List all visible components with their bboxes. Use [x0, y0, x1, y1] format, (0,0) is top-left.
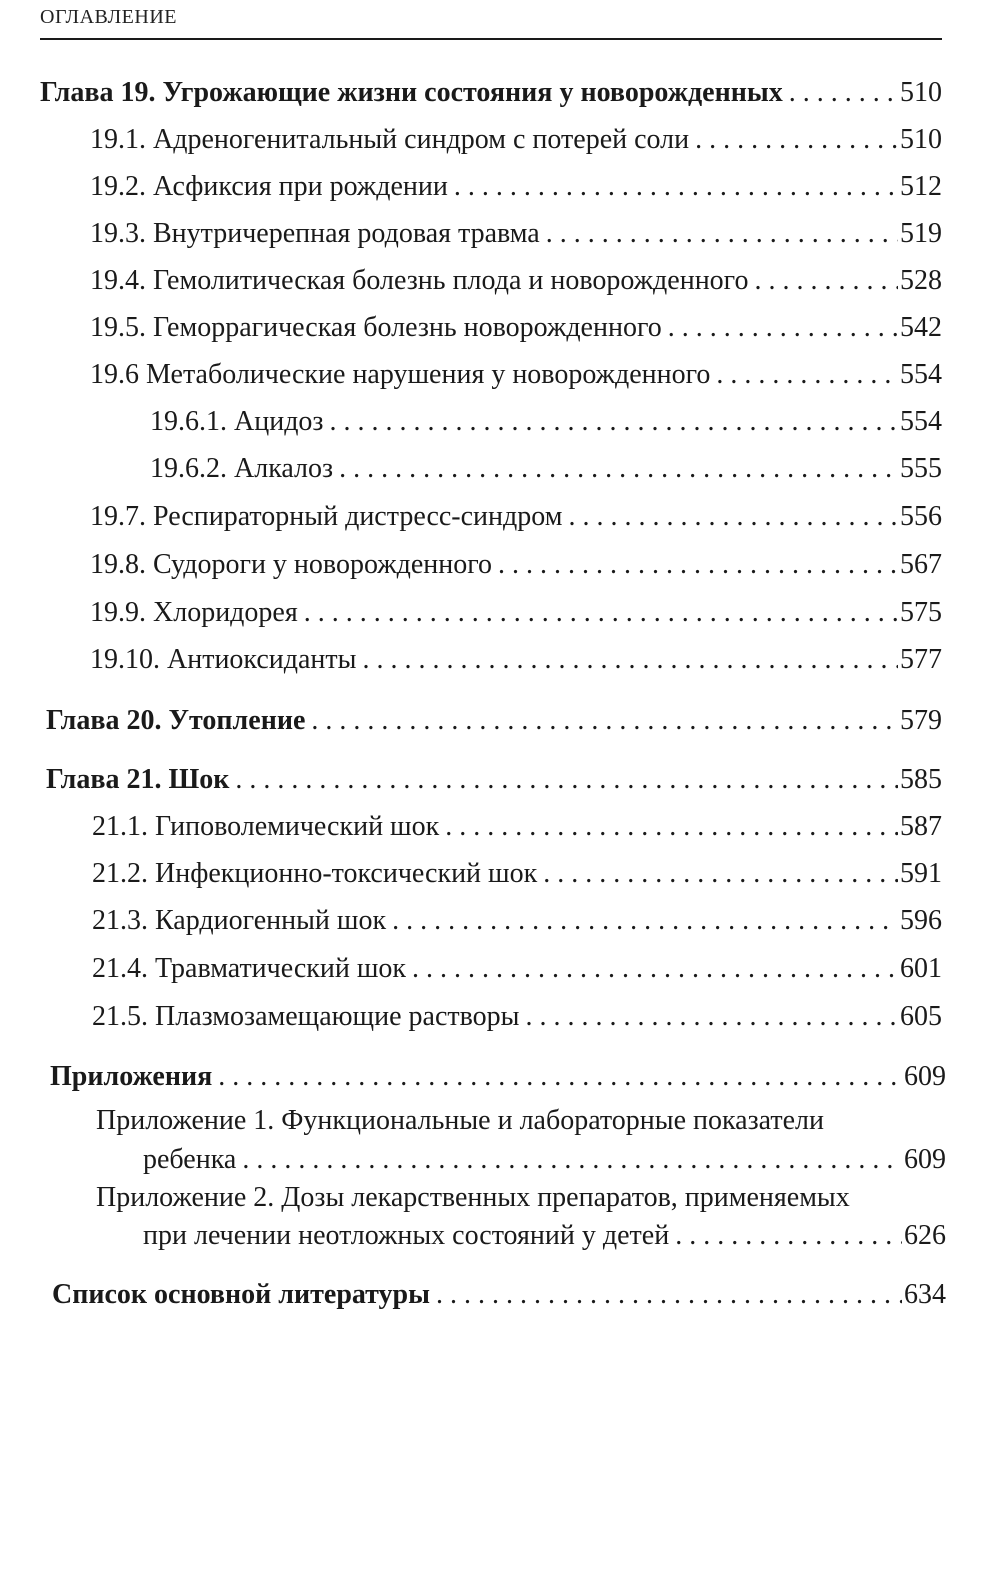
toc-label: Список основной литературы: [52, 1279, 430, 1310]
toc-label: Глава 21. Шок: [46, 764, 230, 795]
toc-section-19-2[interactable]: [90, 170, 942, 204]
toc-appendix-1[interactable]: [143, 1143, 946, 1177]
header-rule: [40, 38, 942, 40]
toc-chapter-19[interactable]: [40, 76, 942, 110]
dot-leader: [546, 217, 898, 251]
toc-page-number: 626: [904, 1220, 946, 1251]
toc-section-19-5[interactable]: [90, 311, 942, 345]
toc-page-number: 556: [900, 501, 942, 532]
toc-label: Глава 20. Утопление: [46, 705, 306, 736]
toc-page-number: 601: [900, 953, 942, 984]
toc-page-number: 609: [904, 1144, 946, 1175]
toc-page-number: 579: [900, 705, 942, 736]
toc-page-number: 634: [904, 1279, 946, 1310]
toc-page-number: 587: [900, 811, 942, 842]
toc-section-21-2[interactable]: [92, 857, 942, 891]
toc-appendices[interactable]: [50, 1060, 946, 1094]
dot-leader: [436, 1278, 902, 1312]
toc-section-21-3[interactable]: [92, 904, 942, 938]
toc-page-number: 567: [900, 549, 942, 580]
dot-leader: [304, 596, 898, 630]
toc-label: 19.8. Судороги у новорожденного: [90, 549, 493, 580]
dot-leader: [716, 358, 898, 392]
toc-label: при лечении неотложных состояний у детей: [143, 1220, 670, 1251]
toc-label: 21.5. Плазмозамещающие растворы: [92, 1001, 520, 1032]
toc-section-21-5[interactable]: [92, 1000, 942, 1034]
toc-label: 21.3. Кардиогенный шок: [92, 905, 387, 936]
dot-leader: [525, 1000, 898, 1034]
toc-label: 19.7. Респираторный дистресс-синдром: [90, 501, 563, 532]
toc-page-number: 512: [900, 171, 942, 202]
dot-leader: [695, 123, 898, 157]
dot-leader: [392, 904, 898, 938]
dot-leader: [339, 452, 898, 486]
dot-leader: [330, 405, 899, 439]
dot-leader: [754, 264, 898, 298]
dot-leader: [675, 1219, 902, 1253]
toc-label: 21.4. Травматический шок: [92, 953, 407, 984]
toc-page-number: 605: [900, 1001, 942, 1032]
toc-section-19-9[interactable]: [90, 596, 942, 630]
toc-label: 19.3. Внутричерепная родовая травма: [90, 218, 540, 249]
toc-page-number: 596: [900, 905, 942, 936]
toc-page-number: 591: [900, 858, 942, 889]
toc-section-19-7[interactable]: [90, 500, 942, 534]
toc-label: ребенка: [143, 1144, 237, 1175]
toc-page-number: 519: [900, 218, 942, 249]
toc-label: 19.6 Метаболические нарушения у новорожденного: [90, 359, 711, 390]
toc-label: 19.5. Геморрагическая болезнь новорожденного: [90, 312, 662, 343]
dot-leader: [454, 170, 898, 204]
toc-page-number: 585: [900, 764, 942, 795]
toc-label: 21.2. Инфекционно-токсический шок: [92, 858, 538, 889]
toc-page-number: 542: [900, 312, 942, 343]
toc-chapter-20[interactable]: [46, 704, 942, 738]
toc-label: 19.6.1. Ацидоз: [150, 406, 324, 437]
toc-section-19-4[interactable]: [90, 264, 942, 298]
toc-label: 19.10. Антиоксиданты: [90, 644, 357, 675]
toc-label: Глава 19. Угрожающие жизни состояния у новорожденных: [40, 77, 783, 108]
dot-leader: [445, 810, 898, 844]
toc-section-19-8[interactable]: [90, 548, 942, 582]
toc-references[interactable]: [52, 1278, 946, 1312]
dot-leader: [568, 500, 898, 534]
toc-subsection-19-6-1[interactable]: [150, 405, 942, 439]
dot-leader: [362, 643, 898, 677]
dot-leader: [668, 311, 898, 345]
toc-label: Приложения: [50, 1061, 213, 1092]
toc-appendix-2-title[interactable]: Приложение 2. Дозы лекарственных препаратов, применяемых: [96, 1182, 850, 1213]
toc-page-number: 528: [900, 265, 942, 296]
toc-section-19-3[interactable]: [90, 217, 942, 251]
dot-leader: [311, 704, 898, 738]
toc-section-19-1[interactable]: [90, 123, 942, 157]
toc-label: 19.9. Хлоридорея: [90, 597, 298, 628]
toc-page-number: 577: [900, 644, 942, 675]
toc-label: 21.1. Гиповолемический шок: [92, 811, 440, 842]
toc-page-number: 554: [900, 359, 942, 390]
dot-leader: [218, 1060, 902, 1094]
toc-label: 19.4. Гемолитическая болезнь плода и новорожденного: [90, 265, 749, 296]
toc-section-19-6[interactable]: [90, 358, 942, 392]
toc-page-number: 555: [900, 453, 942, 484]
toc-page-number: 575: [900, 597, 942, 628]
dot-leader: [235, 763, 898, 797]
toc-subsection-19-6-2[interactable]: [150, 452, 942, 486]
toc-label: 19.6.2. Алкалоз: [150, 453, 334, 484]
running-head: ОГЛАВЛЕНИЕ: [40, 6, 177, 28]
toc-page-number: 609: [904, 1061, 946, 1092]
dot-leader: [789, 76, 898, 110]
toc-page-number: 510: [900, 124, 942, 155]
dot-leader: [242, 1143, 902, 1177]
toc-section-21-1[interactable]: [92, 810, 942, 844]
toc-page-number: 510: [900, 77, 942, 108]
toc-label: 19.1. Адреногенитальный синдром с потерей соли: [90, 124, 690, 155]
toc-section-19-10[interactable]: [90, 643, 942, 677]
toc-section-21-4[interactable]: [92, 952, 942, 986]
toc-appendix-1-title[interactable]: Приложение 1. Функциональные и лабораторные показатели: [96, 1105, 824, 1136]
dot-leader: [412, 952, 898, 986]
toc-appendix-2[interactable]: [143, 1219, 946, 1253]
toc-label: 19.2. Асфиксия при рождении: [90, 171, 448, 202]
dot-leader: [498, 548, 898, 582]
dot-leader: [543, 857, 898, 891]
toc-page-number: 554: [900, 406, 942, 437]
toc-chapter-21[interactable]: [46, 763, 942, 797]
